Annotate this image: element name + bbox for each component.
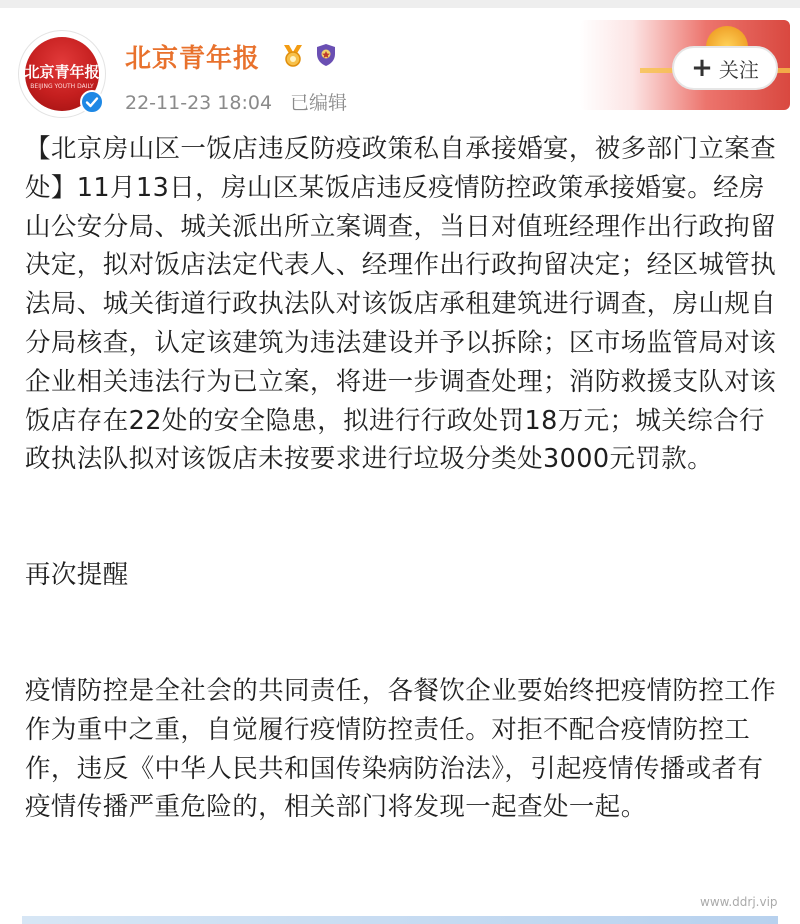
bottom-image-strip: [22, 916, 778, 924]
edited-label[interactable]: 已编辑: [290, 92, 348, 114]
post-meta: [125, 88, 347, 115]
post-paragraph-reminder-heading: 再次提醒: [25, 560, 129, 591]
post-paragraph-main: 【北京房山区一饭店违反防疫政策私自承接婚宴，被多部门立案查处】11月13日，房山区某饭店违反疫情防控政策承接婚宴。经房山公安分局、城关派出所立案调查，当日对值班经理作出行政拘留决定，拟对饭店法定代表人、经理作出行政拘留决定；经区城管执法局、城关街道行政执法队对该饭店承租建筑进行调查，房山规自分局核查，认定该建筑为违法建设并予以拆除；区市场监管局对该企业相关违法行为已立案，将进一步调查处理；消防救援支队对该饭店存在22处的安全隐患，拟进行行政处罚18万元；城关综合行政执法队拟对该饭店未按要求进行垃圾分类处3000元罚款。: [25, 134, 777, 475]
post-datetime: 22-11-23 18:04: [125, 92, 273, 114]
gold-medal-icon[interactable]: [280, 42, 306, 68]
verified-check-icon: [80, 90, 104, 114]
avatar-logo-text: 北京青年报: [24, 63, 100, 81]
avatar-logo-subtext: BEIJING YOUTH DAILY: [30, 83, 94, 90]
follow-button-label: 关注: [718, 57, 759, 82]
post-header: [0, 8, 800, 118]
account-name[interactable]: 北京青年报: [125, 44, 261, 74]
follow-button[interactable]: [672, 46, 778, 90]
status-bar-strip: [0, 0, 800, 8]
shield-badge-icon[interactable]: [313, 42, 339, 68]
plus-icon: +: [691, 53, 713, 83]
watermark: www.ddrj.vip: [700, 895, 778, 909]
post-paragraph-reminder: 疫情防控是全社会的共同责任，各餐饮企业要始终把疫情防控工作作为重中之重，自觉履行疫情防控责任。对拒不配合疫情防控工作，违反《中华人民共和国传染病防治法》，引起疫情传播或者有疫情传播严重危险的，相关部门将发现一起查处一起。: [25, 675, 777, 823]
post-body: [25, 130, 777, 827]
